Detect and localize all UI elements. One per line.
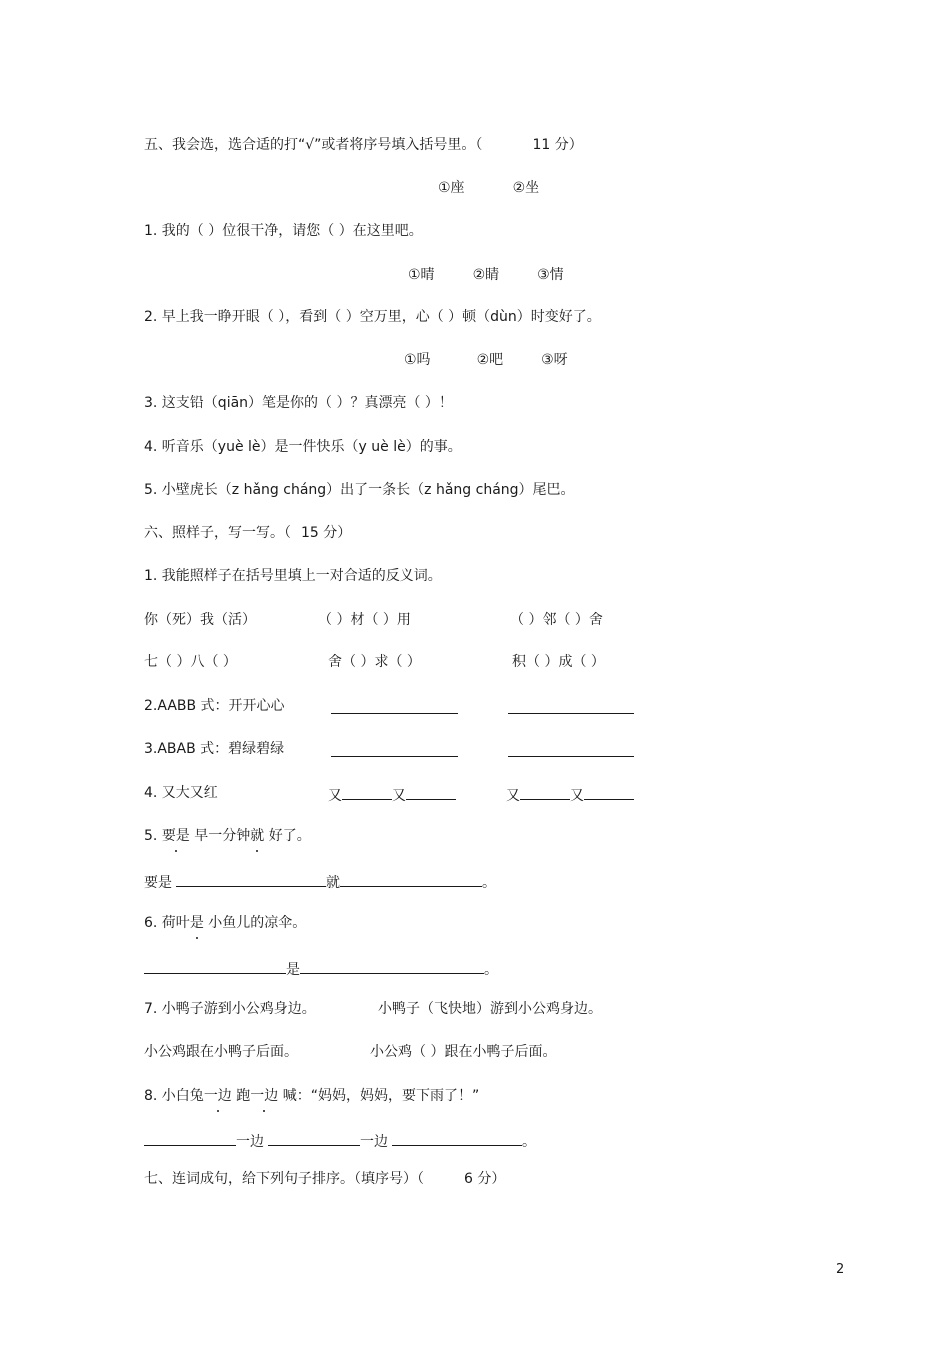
answer-connector: 就	[326, 875, 340, 891]
you-you-blank-2	[506, 783, 634, 806]
answer-blank[interactable]	[331, 697, 458, 714]
question-6-6	[144, 913, 306, 933]
answer-blank[interactable]	[392, 1129, 522, 1146]
section-7-title-text: 七、连词成句，给下列句子排序。（填序号）（	[144, 1171, 424, 1187]
sentence-part: 小鱼儿的凉伞。	[203, 915, 307, 931]
section-7-title	[144, 1169, 505, 1189]
option: ①座	[438, 180, 465, 196]
antonym-item: 舍（ ）求（ ）	[328, 654, 421, 670]
antonym-example: 你（死）我（活）	[144, 612, 256, 628]
question-5-3: 3. 这支铅（qiān）笔是你的（ ）？真漂亮（ ）！	[144, 395, 453, 411]
emphasized-word: 就	[250, 828, 265, 844]
sentence-part: 早一分钟	[189, 828, 251, 844]
answer-blank[interactable]	[144, 957, 286, 974]
antonym-item: （ ）材（ ）用	[318, 612, 411, 628]
answer-blank[interactable]	[300, 957, 484, 974]
period: 。	[482, 875, 496, 891]
section-7-score: 6 分）	[464, 1171, 506, 1187]
question-6-2: 2.AABB 式：开开心心	[144, 698, 285, 714]
question-6-5	[144, 826, 311, 846]
answer-blank[interactable]	[144, 1129, 236, 1146]
emphasized-word: 一边	[203, 1088, 232, 1104]
options-row-1	[438, 178, 539, 198]
question-6-7-example: 7. 小鸭子游到小公鸡身边。	[144, 1001, 316, 1017]
answer-connector: 一边	[360, 1134, 388, 1150]
answer-blank[interactable]	[268, 1129, 360, 1146]
you-char: 又	[570, 788, 584, 804]
question-6-8	[144, 1086, 479, 1106]
sentence-part: 好了。	[264, 828, 311, 844]
you-char: 又	[328, 788, 342, 804]
answer-blank[interactable]	[508, 697, 634, 714]
option: ②睛	[472, 267, 500, 283]
answer-connector: 一边	[236, 1134, 264, 1150]
answer-line-6-8	[144, 1129, 536, 1152]
emphasized-word: 要是	[161, 828, 190, 844]
antonym-item: （ ）邻（ ）舍	[510, 612, 603, 628]
sentence-part: 跑	[231, 1088, 251, 1104]
option: ②吧	[476, 352, 504, 368]
sentence-part: 6. 荷叶	[144, 915, 190, 931]
period: 。	[522, 1134, 536, 1150]
answer-line-6-5	[144, 870, 496, 893]
sentence-part: 8. 小白兔	[144, 1088, 204, 1104]
section-6-title-text: 六、照样子，写一写。（	[144, 525, 291, 541]
section-5-title	[144, 135, 583, 155]
answer-blank[interactable]	[508, 740, 634, 757]
question-6-7: 小公鸡跟在小鸭子后面。	[144, 1044, 298, 1060]
option: ③情	[537, 267, 564, 283]
question-5-4: 4. 听音乐（yuè lè）是一件快乐（y uè lè）的事。	[144, 439, 462, 455]
sentence-part: 喊：“妈妈，妈妈，要下雨了！”	[278, 1088, 480, 1104]
answer-blank[interactable]	[176, 870, 326, 887]
answer-blank[interactable]	[342, 783, 392, 800]
question-6-7-example-answer: 小鸭子（飞快地）游到小公鸡身边。	[378, 1001, 602, 1017]
option: ①晴	[408, 267, 435, 283]
section-5-title-text: 五、我会选，选合适的打“√”或者将序号填入括号里。（	[144, 137, 483, 153]
question-5-1: 1. 我的（ ）位很干净，请您（ ）在这里吧。	[144, 223, 423, 239]
answer-blank[interactable]	[331, 740, 458, 757]
answer-prefix: 要是	[144, 875, 172, 891]
options-row-3	[404, 350, 568, 370]
question-6-1: 1. 我能照样子在括号里填上一对合适的反义词。	[144, 568, 442, 584]
question-6-3: 3.ABAB 式：碧绿碧绿	[144, 741, 285, 757]
answer-blank[interactable]	[584, 783, 634, 800]
option: ②坐	[512, 180, 540, 196]
emphasized-word: 是	[189, 915, 204, 931]
you-char: 又	[392, 788, 406, 804]
answer-line-6-6	[144, 957, 498, 980]
question-number: 5.	[144, 828, 162, 844]
answer-blank[interactable]	[520, 783, 570, 800]
question-6-4: 4. 又大又红	[144, 785, 218, 801]
answer-blank[interactable]	[406, 783, 456, 800]
section-6-title	[144, 523, 351, 543]
question-6-7-blank: 小公鸡（ ）跟在小鸭子后面。	[370, 1044, 557, 1060]
antonym-item: 七（ ）八（ ）	[144, 654, 237, 670]
antonym-item: 积（ ）成（ ）	[512, 654, 605, 670]
period: 。	[484, 962, 498, 978]
answer-connector: 是	[286, 962, 300, 978]
you-you-blank-1	[328, 783, 456, 806]
question-5-2: 2. 早上我一睁开眼（ ），看到（ ）空万里，心（ ）顿（dùn）时变好了。	[144, 309, 601, 325]
question-5-5: 5. 小壁虎长（z hǎng cháng）出了一条长（z hǎng cháng）尾巴。	[144, 482, 575, 498]
you-char: 又	[506, 788, 520, 804]
section-6-score: 15 分）	[301, 525, 352, 541]
answer-blank[interactable]	[340, 870, 482, 887]
option: ③呀	[541, 352, 568, 368]
option: ①吗	[404, 352, 431, 368]
options-row-2	[408, 265, 564, 285]
page-number: 2	[836, 1262, 845, 1277]
emphasized-word: 一边	[250, 1088, 279, 1104]
section-5-score: 11 分）	[532, 137, 583, 153]
